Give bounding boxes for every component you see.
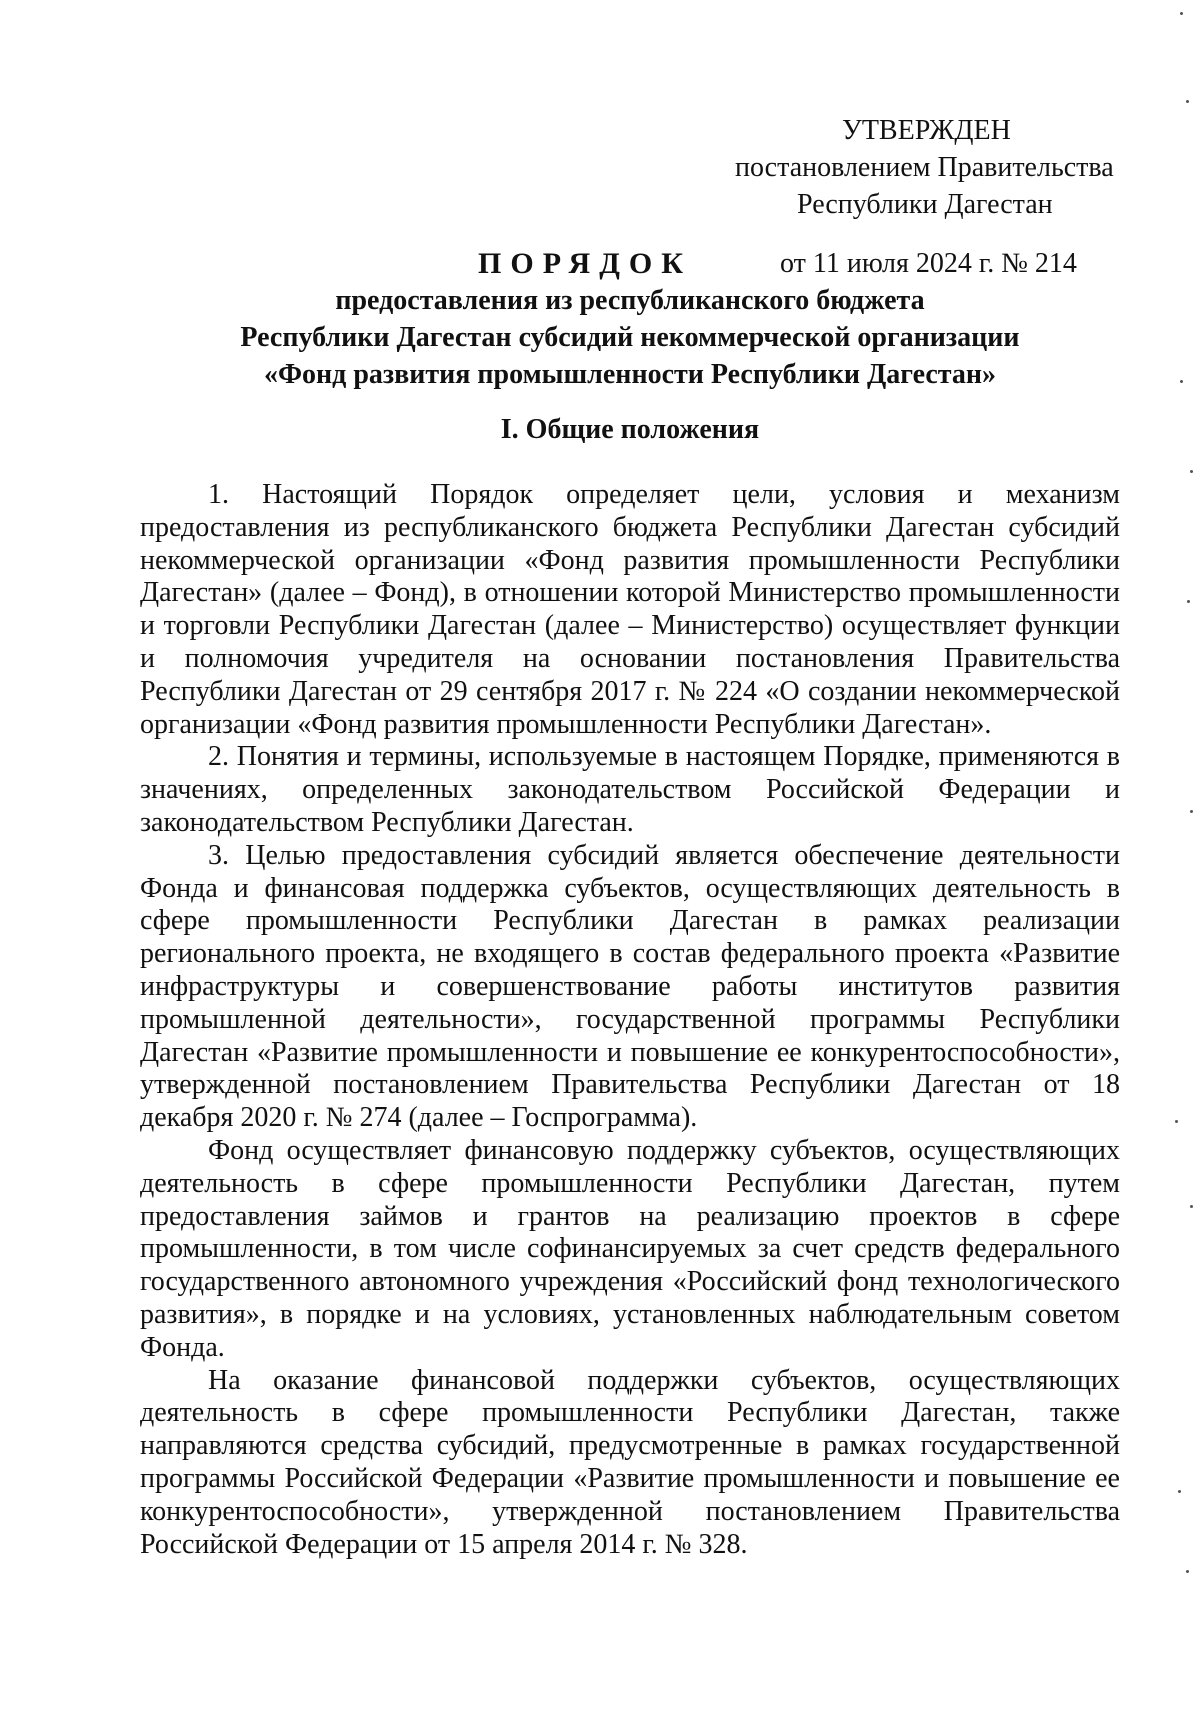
document-title-line: Республики Дагестан субсидий некоммерческой организации <box>240 322 1020 353</box>
scan-speck <box>1190 1205 1193 1208</box>
document-title-line: «Фонд развития промышленности Республики Дагестан» <box>263 359 997 390</box>
scan-speck <box>1180 12 1183 15</box>
paragraph: На оказание финансовой поддержки субъектов, осуществляющих деятельность в сфере промышленности Республики Дагестан, также направляются средства субсидий, предусмотренные в рамках государственной программы Российской Федерации «Развитие промышленности и повышение ее конкурентоспособности», утвержденной постановлением Правительства Российской Федерации от 15 апреля 2014 г. № 328. <box>140 1364 1120 1560</box>
approval-title: УТВЕРЖДЕН <box>842 115 1011 146</box>
scan-speck <box>1190 470 1193 473</box>
paragraph: Фонд осуществляет финансовую поддержку субъектов, осуществляющих деятельность в сфере промышленности Республики Дагестан, путем предоставления займов и грантов на реализацию проектов в сфере промышленности, в том числе софинансируемых за счет средств федерального государственного автономного учреждения «Российский фонд технологического развития», в порядке и на условиях, установленных наблюдательным советом Фонда. <box>140 1134 1120 1363</box>
scan-speck <box>1180 380 1183 383</box>
paragraph: 1. Настоящий Порядок определяет цели, условия и механизм предоставления из республиканского бюджета Республики Дагестан субсидий некоммерческой организации «Фонд развития промышленности Республики Дагестан» (далее – Фонд), в отношении которой Министерство промышленности и торговли Республики Дагестан (далее – Министерство) осуществляет функции и полномочия учредителя на основании постановления Правительства Республики Дагестан от 29 сентября 2017 г. № 224 «О создании некоммерческой организации «Фонд развития промышленности Республики Дагестан». <box>140 479 1120 740</box>
scan-speck <box>1186 100 1189 103</box>
document-title-line: предоставления из республиканского бюджета <box>335 285 925 316</box>
approval-date: от 11 июля 2024 г. № 214 <box>780 248 1077 279</box>
document-title-main: ПОРЯДОК <box>478 247 692 280</box>
scan-speck <box>1178 1490 1181 1493</box>
document-title <box>140 245 1120 393</box>
paragraph: 2. Понятия и термины, используемые в настоящем Порядке, применяются в значениях, определенных законодательством Российской Федерации и законодательством Республики Дагестан. <box>140 741 1120 838</box>
scan-speck <box>1190 810 1193 813</box>
approval-region: Республики Дагестан <box>797 189 1053 220</box>
section-heading: I. Общие положения <box>500 414 760 445</box>
scan-speck <box>1175 1120 1178 1123</box>
document-body <box>140 479 1120 1561</box>
approval-issuer: постановлением Правительства <box>735 152 1114 183</box>
scan-speck <box>1187 600 1190 603</box>
scan-speck <box>1186 1570 1189 1573</box>
paragraph: 3. Целью предоставления субсидий является обеспечение деятельности Фонда и финансовая поддержка субъектов, осуществляющих деятельность в сфере промышленности Республики Дагестан в рамках реализации регионального проекта, не входящего в состав федерального проекта «Развитие инфраструктуры и совершенствование работы институтов развития промышленной деятельности», государственной программы Республики Дагестан «Развитие промышленности и повышение ее конкурентоспособности», утвержденной постановлением Правительства Республики Дагестан от 18 декабря 2020 г. № 274 (далее – Госпрограмма). <box>140 839 1120 1134</box>
